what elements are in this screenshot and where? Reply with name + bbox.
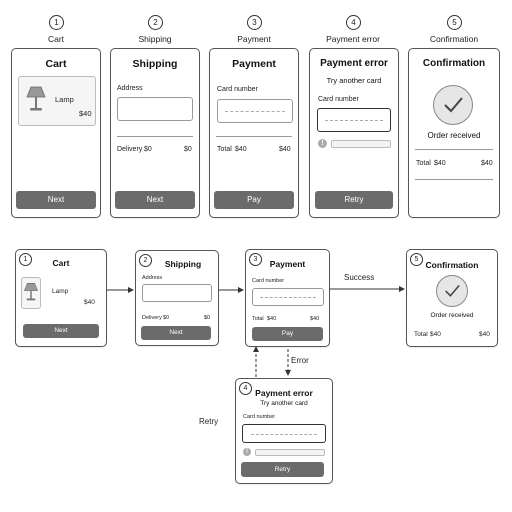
- flow-payment-card: [245, 249, 330, 347]
- flow-payment-error-retry-button[interactable]: Retry: [241, 462, 324, 477]
- flow-payment-card-label: Card number: [252, 278, 285, 284]
- confirmation-total-label: Total: [416, 160, 431, 167]
- flow-shipping-number: 2: [139, 254, 152, 267]
- shipping-delivery-label: Delivery: [117, 146, 143, 153]
- flow-checkmark-icon: [436, 275, 468, 307]
- flow-cart-next-button[interactable]: Next: [23, 324, 99, 338]
- cart-title: Cart: [45, 58, 67, 70]
- shipping-next-button[interactable]: Next: [115, 191, 195, 209]
- payment-error-card-label: Card number: [318, 96, 359, 103]
- shipping-address-label: Address: [117, 85, 143, 92]
- flow-payment-error-card: [235, 378, 333, 484]
- flow-shipping-address-label: Address: [142, 275, 163, 281]
- flow-warning-icon: !: [243, 448, 251, 456]
- flow-payment-error-card-input[interactable]: [242, 424, 326, 443]
- success-label: Success: [344, 273, 375, 282]
- payment-total-label: Total: [217, 146, 232, 153]
- flow-payment-error-message-bar: [255, 449, 325, 456]
- flow-confirmation-card: [406, 249, 498, 347]
- flow-cart-number: 1: [19, 253, 32, 266]
- step-4-label: Payment error: [326, 34, 380, 44]
- flow-confirmation-total-label: Total: [414, 331, 428, 338]
- flow-payment-total-right: $40: [310, 316, 320, 322]
- payment-error-title: Payment error: [320, 58, 388, 69]
- payment-title: Payment: [232, 58, 276, 70]
- cart-item-name: Lamp: [55, 95, 74, 104]
- flow-lamp-icon: [23, 281, 39, 303]
- retry-label: Retry: [199, 417, 219, 426]
- flow-confirmation-message: Order received: [430, 312, 474, 319]
- flow-shipping-delivery-value: $0: [163, 315, 170, 321]
- step-5-number: 5: [447, 15, 462, 30]
- confirmation-message: Order received: [427, 131, 481, 140]
- flow-payment-error-title: Payment error: [255, 388, 313, 398]
- flow-payment-total-label: Total: [252, 316, 264, 322]
- flow-payment-total-value: $40: [267, 316, 277, 322]
- payment-pay-button[interactable]: Pay: [214, 191, 294, 209]
- flow-payment-error-subtitle: Try another card: [260, 400, 308, 407]
- payment-total-right: $40: [279, 146, 291, 153]
- flow-cart-card: [15, 249, 107, 347]
- flow-confirmation-number: 5: [410, 253, 423, 266]
- payment-card-label: Card number: [217, 86, 258, 93]
- step-2-number: 2: [148, 15, 163, 30]
- step-5-label: Confirmation: [429, 34, 479, 44]
- confirmation-total-right: $40: [481, 160, 493, 167]
- flow-shipping-delivery-label: Delivery: [142, 315, 162, 321]
- warning-icon: !: [318, 139, 327, 148]
- flow-shipping-next-button[interactable]: Next: [141, 326, 211, 340]
- flow-shipping-delivery-right: $0: [204, 315, 211, 321]
- step-3-label: Payment: [237, 34, 271, 44]
- flow-cart-item: [21, 277, 41, 309]
- step-1-label: Cart: [47, 34, 65, 44]
- flow-confirmation-total-value: $40: [430, 331, 441, 338]
- flow-payment-error-card-label: Card number: [243, 414, 276, 420]
- error-label: Error: [291, 356, 309, 365]
- flow-payment-pay-button[interactable]: Pay: [252, 327, 323, 341]
- payment-total-value: $40: [235, 146, 247, 153]
- flow-payment-title: Payment: [269, 259, 306, 269]
- confirmation-total-value: $40: [434, 160, 446, 167]
- confirmation-title: Confirmation: [422, 58, 486, 69]
- cart-item-price: $40: [79, 109, 92, 118]
- step-2-label: Shipping: [138, 34, 172, 44]
- flow-confirmation-title: Confirmation: [425, 260, 479, 270]
- flow-shipping-card: [135, 250, 219, 346]
- shipping-delivery-right: $0: [184, 146, 192, 153]
- step-1-number: 1: [49, 15, 64, 30]
- flow-shipping-title: Shipping: [164, 259, 202, 269]
- cart-next-button[interactable]: Next: [16, 191, 96, 209]
- shipping-delivery-value: $0: [144, 146, 152, 153]
- flow-shipping-address-input[interactable]: [142, 284, 212, 302]
- flow-cart-item-price: $40: [84, 299, 95, 306]
- flow-confirmation-total-right: $40: [479, 331, 490, 338]
- payment-error-subtitle: Try another card: [326, 76, 382, 85]
- payment-error-retry-button[interactable]: Retry: [315, 191, 393, 209]
- step-4-number: 4: [346, 15, 361, 30]
- flow-payment-error-number: 4: [239, 382, 252, 395]
- flow-cart-title: Cart: [52, 258, 70, 268]
- step-3-number: 3: [247, 15, 262, 30]
- shipping-title: Shipping: [132, 58, 178, 70]
- flow-payment-number: 3: [249, 253, 262, 266]
- flow-cart-item-name: Lamp: [52, 288, 69, 295]
- flow-payment-card-input[interactable]: [252, 288, 324, 306]
